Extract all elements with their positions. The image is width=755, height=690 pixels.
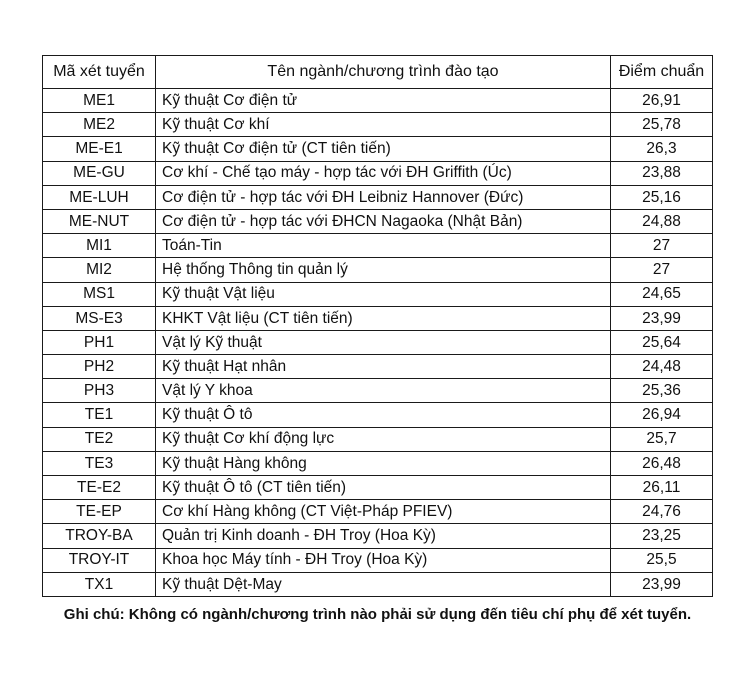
code-cell: ME-NUT [43,209,156,233]
name-cell: Kỹ thuật Hạt nhân [156,355,611,379]
code-cell: TE-EP [43,500,156,524]
code-cell: TX1 [43,572,156,596]
name-cell: Toán-Tin [156,234,611,258]
header-code: Mã xét tuyển [43,56,156,89]
name-cell: KHKT Vật liệu (CT tiên tiến) [156,306,611,330]
table-row [43,451,713,475]
name-cell: Cơ điện tử - hợp tác với ĐHCN Nagaoka (Nhật Bản) [156,209,611,233]
code-cell: ME-E1 [43,137,156,161]
table-row [43,403,713,427]
code-cell: TROY-BA [43,524,156,548]
code-cell: PH2 [43,355,156,379]
code-cell: PH1 [43,330,156,354]
table-body [43,89,713,597]
table-row [43,258,713,282]
code-cell: TROY-IT [43,548,156,572]
code-cell: MI2 [43,258,156,282]
score-cell: 23,99 [611,572,713,596]
score-cell: 26,48 [611,451,713,475]
name-cell: Kỹ thuật Dệt-May [156,572,611,596]
name-cell: Vật lý Y khoa [156,379,611,403]
score-cell: 26,94 [611,403,713,427]
table-row [43,113,713,137]
score-cell: 25,78 [611,113,713,137]
code-cell: ME-GU [43,161,156,185]
name-cell: Kỹ thuật Ô tô (CT tiên tiến) [156,476,611,500]
code-cell: MS1 [43,282,156,306]
table-row [43,89,713,113]
table-row [43,306,713,330]
score-cell: 26,11 [611,476,713,500]
score-cell: 23,99 [611,306,713,330]
table-row [43,427,713,451]
name-cell: Kỹ thuật Ô tô [156,403,611,427]
score-cell: 24,76 [611,500,713,524]
score-cell: 25,7 [611,427,713,451]
table-row [43,185,713,209]
table-row [43,137,713,161]
score-cell: 25,64 [611,330,713,354]
table-row [43,524,713,548]
score-cell: 23,88 [611,161,713,185]
name-cell: Kỹ thuật Cơ khí [156,113,611,137]
score-cell: 25,16 [611,185,713,209]
score-cell: 24,65 [611,282,713,306]
name-cell: Quản trị Kinh doanh - ĐH Troy (Hoa Kỳ) [156,524,611,548]
name-cell: Kỹ thuật Cơ điện tử [156,89,611,113]
code-cell: ME-LUH [43,185,156,209]
table-row [43,234,713,258]
table-row [43,161,713,185]
code-cell: MS-E3 [43,306,156,330]
score-cell: 24,48 [611,355,713,379]
table-row [43,572,713,596]
table-row [43,355,713,379]
code-cell: TE1 [43,403,156,427]
code-cell: TE3 [43,451,156,475]
score-cell: 27 [611,258,713,282]
code-cell: TE-E2 [43,476,156,500]
name-cell: Kỹ thuật Cơ điện tử (CT tiên tiến) [156,137,611,161]
name-cell: Khoa học Máy tính - ĐH Troy (Hoa Kỳ) [156,548,611,572]
name-cell: Vật lý Kỹ thuật [156,330,611,354]
code-cell: MI1 [43,234,156,258]
admission-scores-table [42,55,713,597]
score-cell: 23,25 [611,524,713,548]
table-row [43,500,713,524]
header-score: Điểm chuẩn [611,56,713,89]
score-cell: 26,91 [611,89,713,113]
code-cell: ME2 [43,113,156,137]
code-cell: PH3 [43,379,156,403]
name-cell: Cơ khí - Chế tạo máy - hợp tác với ĐH Griffith (Úc) [156,161,611,185]
name-cell: Hệ thống Thông tin quản lý [156,258,611,282]
table-header-row [43,56,713,89]
name-cell: Cơ khí Hàng không (CT Việt-Pháp PFIEV) [156,500,611,524]
table-row [43,476,713,500]
score-cell: 24,88 [611,209,713,233]
name-cell: Kỹ thuật Cơ khí động lực [156,427,611,451]
table-row [43,209,713,233]
footnote: Ghi chú: Không có ngành/chương trình nào phải sử dụng đến tiêu chí phụ để xét tuyển. [63,606,692,623]
header-name: Tên ngành/chương trình đào tạo [156,56,611,89]
name-cell: Kỹ thuật Hàng không [156,451,611,475]
score-cell: 27 [611,234,713,258]
table-row [43,330,713,354]
admission-scores-table-container [42,55,712,597]
table-row [43,282,713,306]
table-row [43,379,713,403]
score-cell: 25,36 [611,379,713,403]
table-row [43,548,713,572]
code-cell: ME1 [43,89,156,113]
score-cell: 25,5 [611,548,713,572]
name-cell: Cơ điện tử - hợp tác với ĐH Leibniz Hannover (Đức) [156,185,611,209]
code-cell: TE2 [43,427,156,451]
score-cell: 26,3 [611,137,713,161]
name-cell: Kỹ thuật Vật liệu [156,282,611,306]
